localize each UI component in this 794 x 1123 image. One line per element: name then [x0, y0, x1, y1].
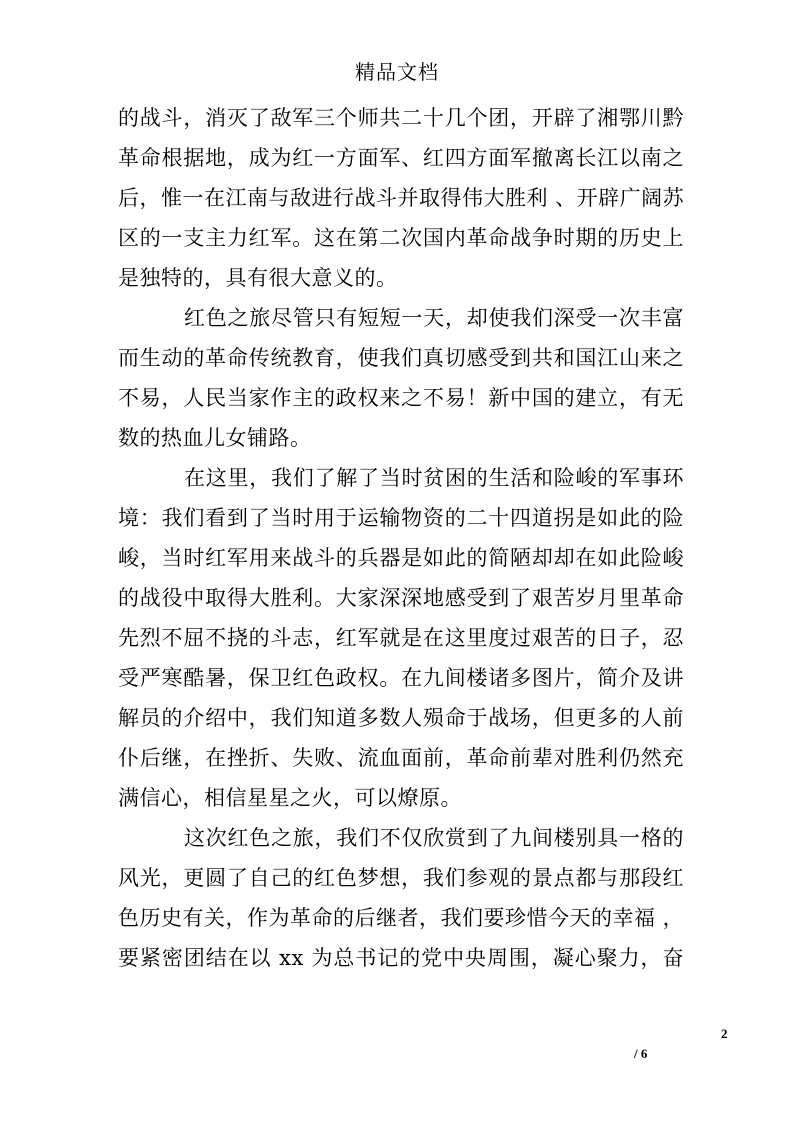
paragraph-4-line-1: 这次红色之旅，我们不仅欣赏到了九间楼别具一格的	[184, 826, 684, 850]
paragraph-4-line-3: 色历史有关，作为革命的后继者，我们要珍惜今天的幸福 ，	[118, 906, 685, 930]
paragraph-4-line-2: 风光，更圆了自己的红色梦想，我们参观的景点都与那段红	[118, 866, 684, 890]
page-total: / 6	[634, 1046, 648, 1061]
paragraph-2-line-3: 不易，人民当家作主的政权来之不易！新中国的建立，有无	[118, 386, 684, 410]
document-body	[118, 98, 684, 978]
paragraph-1-line-2: 革命根据地，成为红一方面军、红四方面军撤离长江以南之	[118, 146, 684, 170]
paragraph-3-line-9: 满信心，相信星星之火，可以燎原。	[118, 786, 462, 810]
paragraph-3-line-4: 的战役中取得大胜利。大家深深地感受到了艰苦岁月里革命	[118, 586, 684, 610]
page-number: 2	[721, 1026, 728, 1041]
paragraph-3-line-1: 在这里，我们了解了当时贫困的生活和险峻的军事环	[184, 466, 684, 490]
paragraph-3-line-2: 境：我们看到了当时用于运输物资的二十四道拐是如此的险	[118, 506, 684, 530]
paragraph-1-line-3: 后，惟一在江南与敌进行战斗并取得伟大胜利 、开辟广阔苏	[118, 186, 685, 210]
paragraph-2-line-4: 数的热血儿女铺路。	[118, 426, 312, 450]
paragraph-3-line-3: 峻，当时红军用来战斗的兵器是如此的简陋却却在如此险峻	[118, 546, 684, 570]
paragraph-2-line-2: 而生动的革命传统教育，使我们真切感受到共和国江山来之	[118, 346, 684, 370]
paragraph-3-line-5: 先烈不屈不挠的斗志，红军就是在这里度过艰苦的日子，忍	[118, 626, 684, 650]
page-header-title: 精品文档	[355, 60, 439, 84]
paragraph-2-line-1: 红色之旅尽管只有短短一天，却使我们深受一次丰富	[184, 306, 684, 330]
paragraph-3-line-6: 受严寒酷暑，保卫红色政权。在九间楼诸多图片，简介及讲	[118, 666, 684, 690]
paragraph-1-line-4: 区的一支主力红军。这在第二次国内革命战争时期的历史上	[118, 226, 684, 250]
paragraph-1-line-5: 是独特的，具有很大意义的。	[118, 266, 398, 290]
paragraph-4-line-4: 要紧密团结在以 xx 为总书记的党中央周围，凝心聚力，奋	[118, 946, 684, 970]
paragraph-3-line-7: 解员的介绍中，我们知道多数人殒命于战场，但更多的人前	[118, 706, 684, 730]
paragraph-3-line-8: 仆后继，在挫折、失败、流血面前，革命前辈对胜利仍然充	[118, 746, 684, 770]
paragraph-1-line-1: 的战斗，消灭了敌军三个师共二十几个团，开辟了湘鄂川黔	[118, 106, 684, 130]
